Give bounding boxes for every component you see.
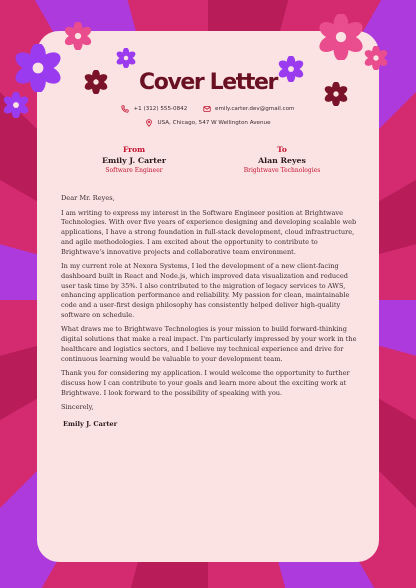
to-label: To [277,145,287,154]
recipient-company: Brightwave Technologies [243,167,321,174]
from-label: From [122,145,146,154]
greeting: Dear Mr. Reyes, [61,194,115,202]
recipient-name: Alan Reyes [258,156,306,165]
flower-icon [116,48,136,68]
closing: Sincerely, [61,403,94,412]
phone-icon [121,105,129,113]
sender-block [64,145,204,174]
sender-name: Emily J. Carter [102,156,166,165]
paragraph-4: Thank you for considering my application. I would welcome the opportunity to further discuss how I can contribute to your goals and learn more about the exciting work at Brightwave. I look forward to the possibility of speaking with you. [61,369,350,397]
paragraph-1: I am writing to express my interest in the Software Engineer position at Brightwave Technologies. With over five years of experience designing and developing scalable web applications, I have a strong foundation in full-stack development, cloud infrastructure, and agile methodologies. I am excited about the opportunity to contribute to Brightwave's innovative projects and collaborative team environment. [61,208,357,256]
address-contact [145,119,270,127]
paragraph-2: In my current role at Nexora Systems, I led the development of a new client-facing dashboard built in React and Node.js, which improved data visualization and reduced user task time by 35%. I also contributed to the migration of legacy services to AWS, enhancing application performance and reliability. My passion for clean, maintainable code and a user-first design philosophy has consistently helped deliver high-quality software on schedule. [61,262,350,319]
flower-icon [3,92,29,118]
email-contact [203,105,294,113]
letter-body [61,194,361,430]
flower-icon [364,46,388,70]
flower-icon [278,56,304,82]
phone-contact [121,105,187,113]
contact-row-primary [37,105,379,115]
sender-role: Software Engineer [105,167,163,174]
location-pin-icon [145,119,153,127]
signature: Emily J. Carter [63,420,118,429]
paragraph-3: What draws me to Brightwave Technologies is your mission to build forward-thinking digital solutions that make a real impact. I'm particularly impressed by your work in the healthcare and logistics sectors, and I believe my technical experience and drive for continuous learning would be valuable to your development team. [61,325,357,363]
street-address: USA, Chicago, 547 W Wellington Avenue [157,120,271,126]
mail-icon [203,105,211,113]
flower-icon [318,14,364,60]
email-address: emily.carter.dev@gmail.com [215,106,295,112]
flower-icon [84,70,108,94]
page-title: Cover Letter [139,70,277,95]
letter-card [37,31,379,562]
recipient-block [212,145,352,174]
contact-row-address [37,119,379,129]
flower-icon [64,22,92,50]
phone-number: +1 (312) 555-0842 [133,106,188,112]
flower-icon [14,44,62,92]
flower-icon [324,82,348,106]
